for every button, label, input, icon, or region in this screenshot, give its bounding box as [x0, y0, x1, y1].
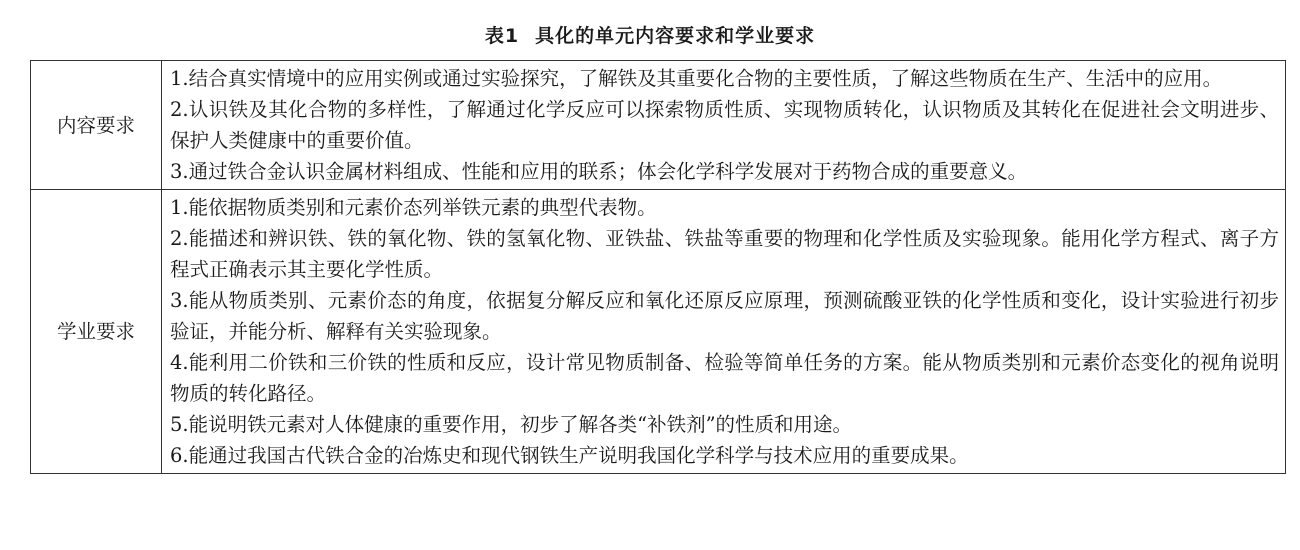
academic-item-1: 1.能依据物质类别和元素价态列举铁元素的典型代表物。 [170, 196, 657, 219]
content-requirements-cell [162, 61, 1286, 190]
row-header-academic: 学业要求 [31, 190, 162, 474]
table-caption [0, 21, 1300, 48]
content-item-1: 1.结合真实情境中的应用实例或通过实验探究，了解铁及其重要化合物的主要性质，了解这些物质在生产、生活中的应用。 [170, 67, 1223, 90]
table-title: 具化的单元内容要求和学业要求 [535, 25, 816, 47]
academic-item-4: 4.能利用二价铁和三价铁的性质和反应，设计常见物质制备、检验等简单任务的方案。能从物质类别和元素价态变化的视角说明物质的转化路径。 [170, 351, 1279, 405]
table-row-academic [31, 190, 1286, 474]
table-row-content [31, 61, 1286, 190]
academic-item-6: 6.能通过我国古代铁合金的冶炼史和现代钢铁生产说明我国化学科学与技术应用的重要成果。 [170, 444, 969, 467]
table-number: 表1 [484, 25, 520, 47]
row-header-content: 内容要求 [31, 61, 162, 190]
academic-item-2: 2.能描述和辨识铁、铁的氧化物、铁的氢氧化物、亚铁盐、铁盐等重要的物理和化学性质及实验现象。能用化学方程式、离子方程式正确表示其主要化学性质。 [170, 227, 1279, 281]
academic-item-5: 5.能说明铁元素对人体健康的重要作用，初步了解各类“补铁剂”的性质和用途。 [170, 413, 853, 436]
content-item-3: 3.通过铁合金认识金属材料组成、性能和应用的联系；体会化学科学发展对于药物合成的重要意义。 [170, 160, 1028, 183]
requirements-table [30, 60, 1286, 474]
academic-requirements-cell [162, 190, 1286, 474]
academic-item-3: 3.能从物质类别、元素价态的角度，依据复分解反应和氧化还原反应原理，预测硫酸亚铁的化学性质和变化，设计实验进行初步验证，并能分析、解释有关实验现象。 [170, 289, 1279, 343]
content-item-2: 2.认识铁及其化合物的多样性，了解通过化学反应可以探索物质性质、实现物质转化，认识物质及其转化在促进社会文明进步、保护人类健康中的重要价值。 [170, 98, 1279, 152]
